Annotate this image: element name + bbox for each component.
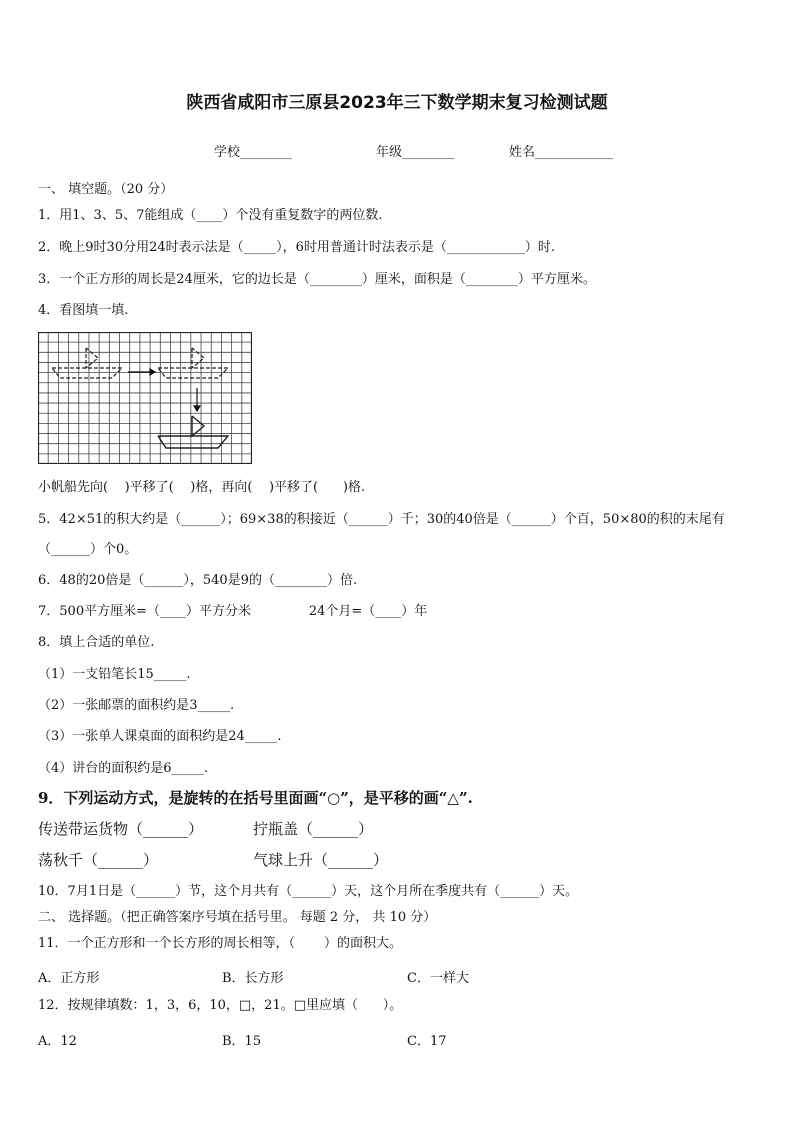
question-10: 10．7月1日是（______）节，这个月共有（______）天，这个月所在季度共有（______）天。 — [38, 884, 579, 899]
question-12-option-c: C．17 — [407, 1034, 447, 1049]
question-12: 12．按规律填数：1，3，6，10，□，21。□里应填（ ）。 — [38, 998, 403, 1013]
name-field: 姓名____________ — [509, 145, 614, 160]
question-5-line-1: 5．42×51的积大约是（______）；69×38的积接近（______）千；30的40倍是（______）个百，50×80的积的末尾有 — [38, 512, 725, 527]
question-11: 11．一个正方形和一个长方形的周长相等，（ ）的面积大。 — [38, 936, 402, 951]
question-8-3: （3）一张单人课桌面的面积约是24_____. — [38, 729, 282, 744]
question-9: 9．下列运动方式，是旋转的在括号里面画“○”，是平移的画“△”. — [38, 789, 473, 807]
boat-sail-moved-right — [192, 348, 204, 368]
question-8-4: （4）讲台的面积约是6_____. — [38, 761, 209, 776]
question-3: 3．一个正方形的周长是24厘米，它的边长是（________）厘米，面积是（________）平方厘米。 — [38, 272, 596, 287]
question-11-option-c: C．一样大 — [407, 971, 469, 986]
boat-sail-original — [86, 348, 98, 368]
school-field: 学校________ — [214, 145, 293, 160]
section-2-heading: 二、 选择题。（把正确答案序号填在括号里。 每题 2 分， 共 10 分） — [38, 910, 437, 925]
question-8: 8．填上合适的单位. — [38, 635, 155, 650]
question-11-option-a: A．正方形 — [38, 971, 100, 986]
question-9-b: 拧瓶盖（______） — [253, 820, 374, 838]
boat-hull-final — [158, 436, 228, 448]
boat-sail-final — [192, 416, 204, 436]
page-title: 陕西省咸阳市三原县2023年三下数学期末复习检测试题 — [186, 93, 608, 113]
question-8-2: （2）一张邮票的面积约是3_____. — [38, 698, 235, 713]
question-7: 7．500平方厘米=（____）平方分米 24个月=（____）年 — [38, 604, 428, 619]
arrow-right-icon — [150, 369, 155, 375]
question-12-option-b: B．15 — [222, 1034, 262, 1049]
grade-field: 年级________ — [376, 145, 455, 160]
question-6: 6．48的20倍是（______），540是9的（________）倍. — [38, 573, 358, 588]
question-9-d: 气球上升（______） — [253, 851, 389, 869]
question-2: 2．晚上9时30分用24时表示法是（_____），6时用普通计时法表示是（____________）时. — [38, 240, 556, 255]
section-1-heading: 一、 填空题。（20 分） — [38, 182, 174, 197]
arrow-down-icon — [194, 406, 200, 411]
question-12-option-a: A．12 — [38, 1034, 77, 1049]
question-8-1: （1）一支铅笔长15_____. — [38, 667, 191, 682]
question-9-a: 传送带运货物（______） — [38, 820, 204, 838]
question-4: 4．看图填一填. — [38, 303, 129, 318]
question-9-c: 荡秋千（______） — [38, 851, 159, 869]
question-5-line-2: （______）个0。 — [38, 542, 138, 557]
question-11-option-b: B．长方形 — [222, 971, 284, 986]
sailboat-grid-figure — [38, 332, 252, 464]
question-4-answer: 小帆船先向( )平移了( )格，再向( )平移了( )格. — [38, 480, 366, 495]
question-1: 1．用1、3、5、7能组成（____）个没有重复数字的两位数. — [38, 208, 383, 223]
